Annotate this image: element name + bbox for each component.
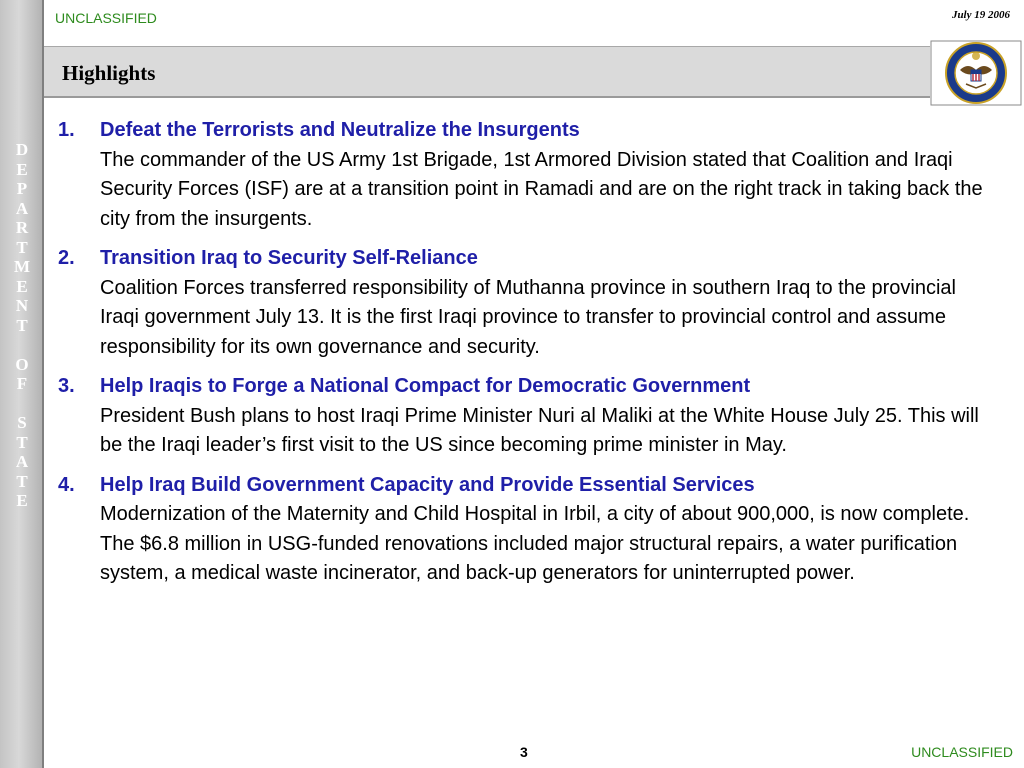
item-number: 3. bbox=[58, 375, 75, 397]
page-number: 3 bbox=[520, 744, 528, 760]
sidebar-letter: E bbox=[16, 276, 28, 296]
sidebar-letter: R bbox=[15, 218, 29, 237]
sidebar-letter: S bbox=[17, 413, 27, 432]
sidebar-letter: A bbox=[15, 198, 29, 218]
item-text: Modernization of the Maternity and Child Hospital in Irbil, a city of about 900,000, is now complete. The $6.8 million in USG-funded renovations included major structural repairs, a water purification system, a medical waste incinerator, and back-up generators for uninterrupted power. bbox=[100, 503, 970, 584]
item-text: Coalition Forces transferred responsibility of Muthanna province in southern Iraq to the provincial Iraqi government July 13. It is the first Iraqi province to transfer to provincial control and assume responsibility for its own governance and security. bbox=[100, 276, 956, 358]
sidebar-letter bbox=[0, 335, 44, 355]
sidebar bbox=[0, 0, 44, 768]
list-item bbox=[58, 471, 998, 589]
slide-title: Highlights bbox=[62, 61, 156, 85]
sidebar-letter: A bbox=[15, 452, 29, 471]
list-item bbox=[58, 372, 998, 461]
sidebar-letter bbox=[0, 394, 44, 414]
sidebar-letter: O bbox=[15, 354, 29, 374]
item-body bbox=[100, 116, 998, 234]
item-number: 4. bbox=[58, 473, 75, 496]
item-body bbox=[100, 471, 998, 589]
slide-date: July 19 2006 bbox=[951, 9, 1010, 21]
highlights-list bbox=[58, 116, 998, 599]
title-bar bbox=[44, 46, 930, 98]
sidebar-letter: E bbox=[16, 159, 28, 179]
sidebar-letter: D bbox=[15, 140, 29, 159]
item-heading: Transition Iraq to Security Self-Reliance bbox=[100, 247, 478, 269]
sidebar-vertical-text bbox=[0, 140, 44, 511]
classification-label-bottom: UNCLASSIFIED bbox=[911, 744, 1013, 760]
sidebar-letter: P bbox=[16, 179, 28, 198]
item-text: President Bush plans to host Iraqi Prime Minister Nuri al Maliki at the White House July 25. This will be the Iraqi leader’s first visit to the US since becoming prime minister in May. bbox=[100, 404, 979, 456]
item-body bbox=[100, 244, 998, 362]
item-body bbox=[100, 372, 998, 461]
item-heading: Defeat the Terrorists and Neutralize the Insurgents bbox=[100, 119, 580, 141]
sidebar-letter: T bbox=[16, 432, 28, 452]
classification-label-top: UNCLASSIFIED bbox=[55, 10, 157, 26]
list-item bbox=[58, 116, 998, 234]
list-item bbox=[58, 244, 998, 362]
sidebar-letter: E bbox=[16, 491, 28, 510]
sidebar-letter: T bbox=[16, 315, 28, 335]
item-number: 1. bbox=[58, 119, 75, 141]
sidebar-letter: T bbox=[16, 237, 28, 257]
item-heading: Help Iraq Build Government Capacity and Provide Essential Services bbox=[100, 473, 755, 496]
item-heading: Help Iraqis to Forge a National Compact for Democratic Government bbox=[100, 375, 751, 397]
department-of-state-seal-icon bbox=[930, 40, 1022, 106]
sidebar-letter: T bbox=[16, 471, 28, 491]
item-number: 2. bbox=[58, 247, 75, 269]
item-text: The commander of the US Army 1st Brigade, 1st Armored Division stated that Coalition and Iraqi Security Forces (ISF) are at a transition point in Ramadi and are on the right track in taking back the city from the insurgents. bbox=[100, 148, 983, 230]
sidebar-letter: F bbox=[16, 374, 28, 393]
sidebar-letter: N bbox=[15, 296, 29, 315]
sidebar-letter: M bbox=[13, 257, 31, 276]
